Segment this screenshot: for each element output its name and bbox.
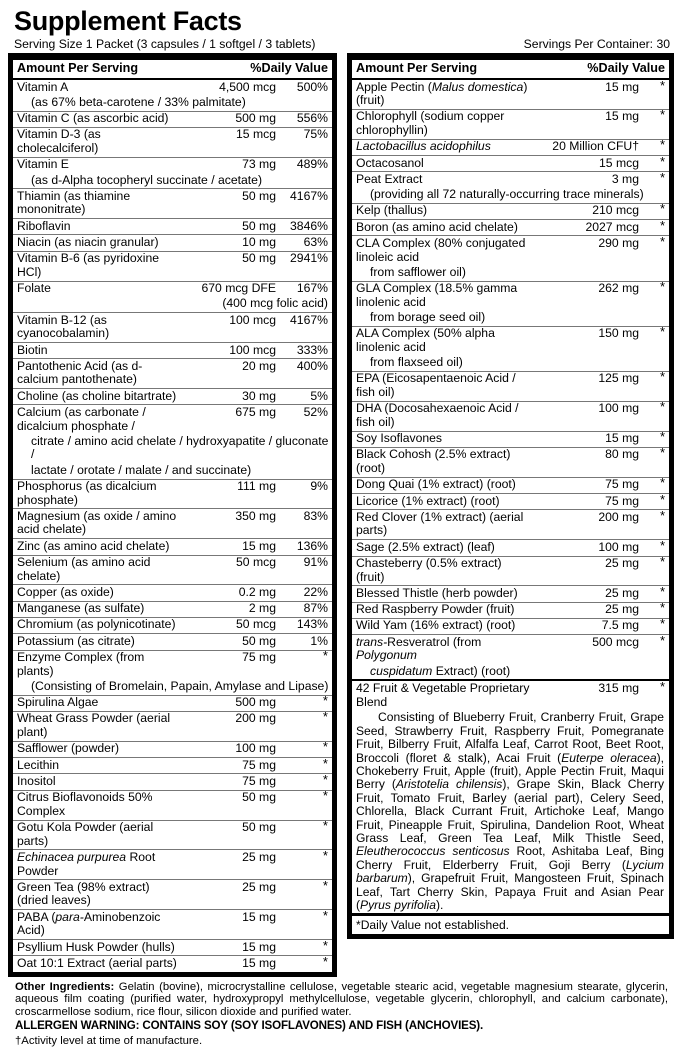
table-row (13, 189, 332, 219)
ingredient-subtext-cell: (Consisting of Bromelain, Papain, Amylase and Lipase) (13, 679, 332, 695)
daily-value-cell: 63% (280, 235, 332, 251)
amount-cell: 500 mg (184, 111, 280, 127)
amount-cell: 675 mg (235, 404, 276, 419)
amount-cell: 50 mg (184, 189, 280, 219)
table-row (352, 494, 669, 510)
ingredient-subtext-cell: from flaxseed oil) (352, 356, 669, 372)
ingredient-name-cell: PABA (para-Aminobenzoic Acid) (13, 910, 184, 940)
left-nutrition-column (8, 53, 337, 977)
table-row (352, 220, 669, 236)
table-row (13, 509, 332, 539)
ingredient-name-cell: Enzyme Complex (from plants) (17, 650, 145, 678)
table-row (352, 236, 669, 265)
daily-value-cell: 167% (296, 281, 328, 296)
ingredient-name-cell: Vitamin B-12 (as cyanocobalamin) (13, 313, 184, 343)
table-row (13, 235, 332, 251)
daily-value-cell: * (643, 139, 669, 155)
ingredient-name-cell: Chlorophyll (sodium copper chlorophyllin) (352, 109, 535, 139)
amount-cell: 15 mg (242, 955, 276, 970)
daily-value-cell: 556% (280, 111, 332, 127)
ingredient-name-cell: Manganese (as sulfate) (13, 601, 184, 617)
daily-value-cell: 9% (280, 479, 332, 509)
daily-value-cell: * (643, 602, 669, 618)
right-dv-header: %Daily Value (587, 61, 665, 75)
ingredient-name-cell: Dong Quai (1% extract) (root) (352, 477, 535, 493)
page-title: Supplement Facts (14, 6, 242, 36)
ingredient-name-cell: Vitamin A (17, 79, 69, 94)
table-row (352, 586, 669, 602)
table-row-continuation (13, 463, 332, 479)
ingredient-name-cell: Pantothenic Acid (as d-calcium pantothenate) (13, 359, 184, 389)
daily-value-cell: * (643, 109, 669, 139)
daily-value-cell: * (659, 632, 665, 648)
amount-cell: 100 mcg (184, 343, 280, 359)
daily-value-cell: 5% (280, 389, 332, 405)
right-nutrition-column (347, 53, 674, 939)
ingredient-name-cell: Vitamin C (as ascorbic acid) (13, 111, 184, 127)
daily-value-cell: 3846% (280, 219, 332, 235)
serving-size-text: Serving Size 1 Packet (3 capsules / 1 softgel / 3 tablets) (14, 37, 316, 51)
table-row (13, 956, 332, 972)
allergen-warning: ALLERGEN WARNING: CONTAINS SOY (SOY ISOFLAVONES) AND FISH (ANCHOVIES). (15, 1019, 484, 1033)
amount-cell: 15 mcg (535, 156, 643, 172)
table-row (352, 326, 669, 355)
table-row (352, 510, 669, 540)
table-row (352, 172, 669, 188)
daily-value-cell: * (643, 203, 669, 219)
ingredient-name-cell: DHA (Docosahexaenoic Acid / fish oil) (352, 401, 535, 431)
ingredient-name-cell: Boron (as amino acid chelate) (352, 220, 535, 236)
amount-cell: 210 mcg (535, 203, 643, 219)
left-amount-header: Amount Per Serving (17, 61, 139, 75)
left-ingredient-table (13, 80, 332, 972)
amount-cell: 350 mg (184, 509, 280, 539)
table-row (352, 139, 669, 155)
daily-value-cell: * (643, 371, 669, 401)
amount-cell: 50 mcg (184, 617, 280, 633)
table-row (13, 157, 332, 173)
ingredient-name-cell: Thiamin (as thiamine mononitrate) (13, 189, 184, 219)
table-row (13, 880, 332, 910)
table-row (13, 127, 332, 157)
dagger-footnote: †Activity level at time of manufacture. (15, 1035, 203, 1047)
nutrition-columns (8, 53, 674, 977)
daily-value-cell: * (280, 820, 332, 850)
right-ingredient-table (352, 77, 669, 710)
table-row (352, 80, 669, 109)
ingredient-name-cell: Peat Extract (355, 171, 423, 186)
ingredient-name-cell: Psyllium Husk Powder (hulls) (13, 940, 184, 956)
ingredient-name-cell: Calcium (as carbonate / dicalcium phosphate / (17, 404, 146, 433)
amount-cell: 50 mg (184, 219, 280, 235)
table-row (13, 80, 332, 95)
daily-value-cell: 1% (280, 634, 332, 650)
ingredient-name-cell: Vitamin D-3 (as cholecalciferol) (13, 127, 184, 157)
table-row (13, 820, 332, 850)
table-row (13, 359, 332, 389)
daily-value-cell: * (643, 510, 669, 540)
amount-cell: 4,500 mcg (219, 79, 276, 94)
table-row (13, 111, 332, 127)
table-row (352, 618, 669, 634)
amount-cell: 3 mg (611, 171, 639, 186)
daily-value-cell: * (643, 431, 669, 447)
ingredient-name-cell: Magnesium (as oxide / amino acid chelate) (13, 509, 184, 539)
table-row (13, 389, 332, 405)
amount-cell: 290 mg (598, 235, 639, 250)
daily-value-cell: * (322, 648, 328, 664)
servings-per-container-text: Servings Per Container: 30 (523, 37, 670, 51)
table-row (13, 758, 332, 774)
daily-value-cell: * (280, 741, 332, 757)
proprietary-blend-text: Consisting of Blueberry Fruit, Cranberry Fruit, Grape Seed, Strawberry Fruit, Raspberry Fruit, Pomegranate Fruit, Bilberry Fruit, Alfalfa Leaf, Carrot Root, Beet Root, Broccoli (floret & stalk), Acai Fruit (Euterpe oleracea), Chokeberry Fruit, Apple (fruit), Apple Pectin Fruit, Maqui Berry (Aristotelia chilensis), Grape Skin, Black Cherry Fruit, Tomato Fruit, Barley (aerial part), Celery Seed, Chlorella, Black Currant Fruit, Artichoke Leaf, Mango Fruit, Pineapple Fruit, Spirulina, Dandelion Root, Wheat Grass Leaf, Green Tea Leaf, Milk Thistle Seed, Eleutherococcus senticosus Root, Ashitaba Leaf, Bing Cherry Fruit, Elderberry Fruit, Goji Berry (Lycium barbarum), Grapefruit Fruit, Mangosteen Fruit, Spinach Leaf, Tart Cherry Skin, Papaya Fruit and Asian Pear (Pyrus pyrifolia). (355, 710, 665, 912)
amount-cell: 75 mg (242, 650, 276, 665)
daily-value-cell: 4167% (280, 313, 332, 343)
table-row (13, 601, 332, 617)
daily-value-cell: * (280, 790, 332, 820)
daily-value-cell: 22% (280, 585, 332, 601)
daily-value-cell: * (280, 850, 332, 880)
ingredient-name-cell: Echinacea purpurea Root Powder (13, 850, 184, 880)
left-dv-header: %Daily Value (250, 61, 328, 75)
ingredient-name-cell: Selenium (as amino acid chelate) (13, 555, 184, 585)
daily-value-cell: 83% (280, 509, 332, 539)
amount-cell: 25 mg (184, 880, 280, 910)
table-row (13, 479, 332, 509)
amount-cell: 75 mg (184, 774, 280, 790)
ingredient-name-cell: CLA Complex (80% conjugated linoleic acid (355, 235, 526, 264)
amount-cell: 10 mg (184, 235, 280, 251)
table-row-continuation (352, 356, 669, 372)
ingredient-subtext-cell: citrate / amino acid chelate / hydroxyapatite / gluconate / (31, 433, 329, 462)
table-row (352, 556, 669, 586)
daily-value-cell: 2941% (280, 251, 332, 281)
amount-cell: 15 mg (535, 109, 643, 139)
daily-value-cell: * (280, 711, 332, 741)
table-row (13, 281, 332, 297)
daily-value-cell: * (643, 494, 669, 510)
blend-name-cell: 42 Fruit & Vegetable Proprietary Blend (352, 680, 535, 710)
daily-value-cell: * (659, 169, 665, 185)
daily-value-cell: * (280, 758, 332, 774)
ingredient-name-cell: Zinc (as amino acid chelate) (13, 539, 184, 555)
amount-cell: 80 mg (535, 447, 643, 477)
table-row (352, 401, 669, 431)
ingredient-name-cell: Biotin (13, 343, 184, 359)
ingredient-name-cell: Potassium (as citrate) (13, 634, 184, 650)
ingredient-name-cell: Vitamin E (17, 157, 69, 172)
daily-value-cell: 333% (280, 343, 332, 359)
daily-value-cell: * (280, 940, 332, 956)
left-top-bar (13, 53, 332, 60)
daily-value-cell: * (322, 953, 328, 969)
amount-cell: 73 mg (242, 157, 276, 172)
amount-cell: 75 mg (535, 494, 643, 510)
table-row (352, 109, 669, 139)
ingredient-name-cell: trans-Resveratrol (from Polygonum (355, 634, 482, 663)
ingredient-name-cell: Citrus Bioflavonoids 50% Complex (13, 790, 184, 820)
daily-value-cell: 143% (280, 617, 332, 633)
ingredient-name-cell: Green Tea (98% extract) (dried leaves) (13, 880, 184, 910)
table-row (13, 695, 332, 711)
ingredient-name-cell: Folate (17, 281, 51, 296)
ingredient-name-cell: Black Cohosh (2.5% extract) (root) (352, 447, 535, 477)
amount-cell: 2027 mcg (535, 220, 643, 236)
table-row (13, 774, 332, 790)
table-row (352, 447, 669, 477)
ingredient-name-cell: Sage (2.5% extract) (leaf) (352, 540, 535, 556)
table-row-continuation (13, 679, 332, 695)
amount-cell: 500 mcg (592, 634, 639, 649)
table-row (352, 431, 669, 447)
table-row (352, 203, 669, 219)
amount-cell: 100 mg (535, 540, 643, 556)
other-ingredients-text: Gelatin (bovine), microcrystalline cellulose, vegetable stearic acid, vegetable magnesium stearate, glycerin, aqueous film coating (purified water, hydroxypropyl methylcellulose, vegetable glycerin, chlorophyll, and calcium carbonate), croscarmellose sodium, rice flour, silicon dioxide and purified water. (15, 980, 668, 1018)
amount-cell: 15 mg (184, 910, 280, 940)
daily-value-cell: * (643, 156, 669, 172)
table-row (13, 405, 332, 434)
amount-cell: 75 mg (184, 758, 280, 774)
daily-value-cell: 52% (303, 404, 328, 419)
ingredient-name-cell: Choline (as choline bitartrate) (13, 389, 184, 405)
ingredient-subtext-cell: (as 67% beta-carotene / 33% palmitate) (13, 95, 332, 111)
table-row (13, 219, 332, 235)
ingredient-name-cell: Red Clover (1% extract) (aerial parts) (352, 510, 535, 540)
amount-cell: 50 mg (184, 251, 280, 281)
daily-value-cell: 4167% (280, 189, 332, 219)
ingredient-name-cell: Niacin (as niacin granular) (13, 235, 184, 251)
daily-value-cell: * (643, 220, 669, 236)
blend-dv-cell: * (643, 680, 669, 710)
table-row-continuation (13, 297, 332, 313)
table-row (13, 741, 332, 757)
ingredient-name-cell (13, 297, 184, 313)
daily-value-cell: * (280, 910, 332, 940)
other-ingredients (15, 981, 668, 1019)
amount-cell: 75 mg (535, 477, 643, 493)
label-footer (8, 977, 674, 1048)
amount-continuation-cell: (400 mcg folic acid) (184, 297, 332, 313)
amount-cell: 15 mg (535, 431, 643, 447)
ingredient-name-cell: Copper (as oxide) (13, 585, 184, 601)
ingredient-name-cell: Safflower (powder) (13, 741, 184, 757)
table-row (13, 313, 332, 343)
daily-value-cell: 500% (296, 79, 328, 94)
amount-cell: 262 mg (598, 281, 639, 296)
ingredient-name-cell: Wild Yam (16% extract) (root) (352, 618, 535, 634)
daily-value-cell: * (280, 695, 332, 711)
blend-amount-cell: 315 mg (535, 680, 643, 710)
ingredient-name-cell: Chasteberry (0.5% extract) (fruit) (352, 556, 535, 586)
ingredient-name-cell: Kelp (thallus) (352, 203, 535, 219)
ingredient-subtext-cell: (as d-Alpha tocopheryl succinate / acetate) (13, 173, 332, 189)
amount-cell: 15 mg (184, 940, 280, 956)
amount-cell: 15 mg (184, 539, 280, 555)
table-row (13, 850, 332, 880)
table-row-continuation (352, 265, 669, 281)
daily-value-cell: 87% (280, 601, 332, 617)
amount-cell: 25 mg (535, 586, 643, 602)
daily-value-cell: * (659, 324, 665, 340)
daily-value-cell: * (643, 540, 669, 556)
daily-value-cell: * (659, 233, 665, 249)
table-row (13, 940, 332, 956)
table-row (13, 251, 332, 281)
daily-value-cell: * (643, 447, 669, 477)
ingredient-name-cell: Octacosanol (352, 156, 535, 172)
ingredient-name-cell: Gotu Kola Powder (aerial parts) (13, 820, 184, 850)
table-row (13, 617, 332, 633)
daily-value-cell: * (659, 279, 665, 295)
daily-value-cell: * (280, 774, 332, 790)
ingredient-subtext-cell: cuspidatum Extract) (root) (369, 663, 511, 678)
daily-value-cell: * (643, 556, 669, 586)
amount-cell: 25 mg (535, 602, 643, 618)
table-row-continuation (352, 188, 669, 204)
ingredient-subtext-cell: from safflower oil) (352, 265, 669, 281)
amount-cell: 30 mg (184, 389, 280, 405)
table-row (13, 711, 332, 741)
amount-cell: 125 mg (535, 371, 643, 401)
table-row (352, 371, 669, 401)
amount-cell: 100 mg (535, 401, 643, 431)
daily-value-cell: 136% (280, 539, 332, 555)
daily-value-cell: * (643, 80, 669, 109)
table-row (13, 634, 332, 650)
amount-cell: 500 mg (184, 695, 280, 711)
table-row-continuation (13, 95, 332, 111)
daily-value-cell: 400% (280, 359, 332, 389)
table-row (352, 635, 669, 664)
amount-cell: 200 mg (535, 510, 643, 540)
table-row (13, 910, 332, 940)
amount-cell: 25 mg (535, 556, 643, 586)
amount-cell: 50 mcg (184, 555, 280, 585)
ingredient-name-cell: ALA Complex (50% alpha linolenic acid (355, 326, 495, 354)
amount-cell: 50 mg (184, 790, 280, 820)
amount-cell: 100 mg (184, 741, 280, 757)
ingredient-name-cell: Apple Pectin (Malus domestica) (fruit) (352, 80, 535, 109)
ingredient-name-cell: Blessed Thistle (herb powder) (352, 586, 535, 602)
amount-cell: 670 mcg DFE (201, 281, 276, 296)
table-row (13, 585, 332, 601)
daily-value-cell: * (643, 618, 669, 634)
ingredient-name-cell: Red Raspberry Powder (fruit) (352, 602, 535, 618)
table-row (352, 281, 669, 310)
daily-value-cell: 91% (280, 555, 332, 585)
table-row (13, 650, 332, 679)
ingredient-subtext-cell: (providing all 72 naturally-occurring trace minerals) (352, 188, 669, 204)
ingredient-name-cell: GLA Complex (18.5% gamma linolenic acid (355, 281, 518, 309)
ingredient-subtext-cell: lactate / orotate / malate / and succinate) (13, 463, 332, 479)
amount-cell: 0.2 mg (184, 585, 280, 601)
ingredient-name-cell: Licorice (1% extract) (root) (352, 494, 535, 510)
amount-cell: 15 mg (535, 80, 643, 109)
ingredient-name-cell: Wheat Grass Powder (aerial plant) (13, 711, 184, 741)
ingredient-name-cell: Lecithin (13, 758, 184, 774)
amount-cell: 20 mg (184, 359, 280, 389)
table-row-continuation (352, 664, 669, 680)
table-row (352, 602, 669, 618)
table-row (13, 539, 332, 555)
table-row (13, 790, 332, 820)
amount-cell: 20 Million CFU† (535, 139, 643, 155)
right-top-bar (352, 53, 669, 60)
right-amount-header: Amount Per Serving (355, 61, 478, 75)
ingredient-name-cell: Lactobacillus acidophilus (352, 139, 535, 155)
table-row (352, 680, 669, 710)
ingredient-name-cell: Oat 10:1 Extract (aerial parts) (17, 955, 177, 970)
amount-cell: 100 mcg (184, 313, 280, 343)
table-row (352, 477, 669, 493)
right-column-header (352, 60, 669, 80)
amount-cell: 7.5 mg (535, 618, 643, 634)
ingredient-name-cell: Riboflavin (13, 219, 184, 235)
amount-cell: 2 mg (184, 601, 280, 617)
ingredient-name-cell: Vitamin B-6 (as pyridoxine HCl) (13, 251, 184, 281)
amount-cell: 25 mg (184, 850, 280, 880)
daily-value-footnote: *Daily Value not established. (352, 913, 669, 934)
daily-value-cell: * (643, 401, 669, 431)
ingredient-name-cell: Spirulina Algae (13, 695, 184, 711)
daily-value-cell: * (643, 586, 669, 602)
amount-cell: 50 mg (184, 634, 280, 650)
ingredient-name-cell: Chromium (as polynicotinate) (13, 617, 184, 633)
ingredient-subtext-cell: from borage seed oil) (352, 310, 669, 326)
amount-cell: 50 mg (184, 820, 280, 850)
daily-value-cell: 75% (280, 127, 332, 157)
amount-cell: 15 mcg (184, 127, 280, 157)
table-row (13, 343, 332, 359)
serving-info-row (14, 37, 672, 51)
daily-value-cell: 489% (296, 157, 328, 172)
ingredient-name-cell: Phosphorus (as dicalcium phosphate) (13, 479, 184, 509)
table-row (13, 555, 332, 585)
table-row-continuation (13, 434, 332, 463)
table-row-continuation (13, 173, 332, 189)
ingredient-name-cell: Soy Isoflavones (352, 431, 535, 447)
table-row (352, 156, 669, 172)
daily-value-cell: * (280, 880, 332, 910)
left-column-header (13, 60, 332, 80)
amount-cell: 111 mg (184, 479, 280, 509)
ingredient-name-cell: Inositol (13, 774, 184, 790)
amount-cell: 150 mg (598, 326, 639, 341)
table-row (352, 540, 669, 556)
other-ingredients-label: Other Ingredients: (15, 980, 115, 993)
table-row-continuation (352, 310, 669, 326)
amount-cell: 200 mg (184, 711, 280, 741)
daily-value-cell: * (643, 477, 669, 493)
ingredient-name-cell: EPA (Eicosapentaenoic Acid / fish oil) (352, 371, 535, 401)
